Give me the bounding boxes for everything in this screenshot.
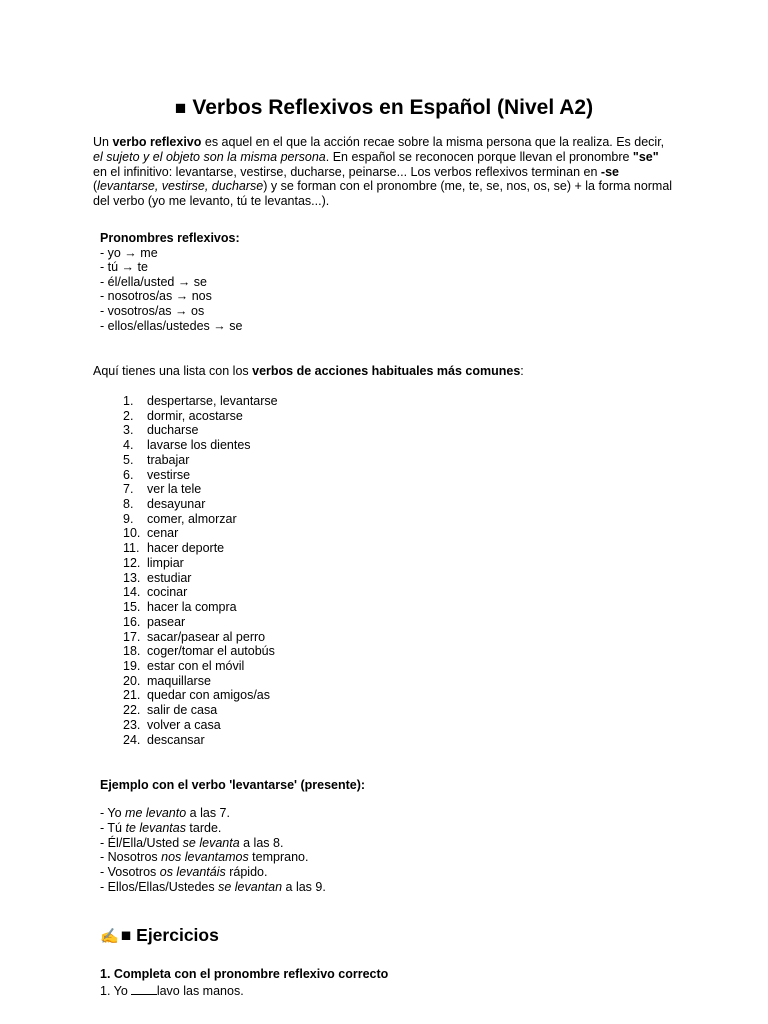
verb-list-item xyxy=(123,423,278,438)
verb-number: 15. xyxy=(123,600,141,615)
pronouns-heading: Pronombres reflexivos: xyxy=(100,231,240,245)
exercises-title xyxy=(100,923,219,949)
intro-term: verbo reflexivo xyxy=(112,135,202,149)
example-text: a las 7. xyxy=(186,806,230,820)
verb-text: despertarse, levantarse xyxy=(147,394,278,408)
verb-text: comer, almorzar xyxy=(147,511,237,526)
verb-text: coger/tomar el autobús xyxy=(147,644,275,659)
intro-t4: en el infinitivo: levantarse, vestirse, ducharse, peinarse... Los verbos reflexivos terminan en xyxy=(93,164,601,179)
verb-text: volver a casa xyxy=(147,717,221,732)
intro-t2: es aquel en el que la acción recae sobre la misma persona que la realiza. Es decir, xyxy=(201,135,665,149)
verb-number: 23. xyxy=(123,717,141,732)
verb-number: 22. xyxy=(123,703,141,718)
intro-t1: Un xyxy=(93,135,113,149)
pronoun-item: - nosotros/as → nos xyxy=(100,289,212,304)
example-text: - Nosotros xyxy=(100,850,162,865)
example-line xyxy=(100,850,326,865)
verb-text: estudiar xyxy=(147,570,192,585)
verb-number: 12. xyxy=(123,555,141,570)
verb-number: 18. xyxy=(123,644,141,659)
verb-list-item xyxy=(123,409,278,424)
exercise-1-item-1 xyxy=(100,983,244,999)
verb-text: dormir, acostarse xyxy=(147,408,243,423)
pronouns-section xyxy=(100,231,242,333)
verb-text: vestirse xyxy=(147,467,191,482)
example-text: - Ellos/Ellas/Ustedes xyxy=(100,879,219,894)
verb-list-item xyxy=(123,453,278,468)
verb-number: 9. xyxy=(123,511,134,526)
verb-text: ducharse xyxy=(147,423,199,438)
example-text: - Tú xyxy=(100,820,126,835)
verb-list-item xyxy=(123,556,278,571)
exercise-1-heading: 1. Completa con el pronombre reflexivo correcto xyxy=(100,967,389,981)
verb-list-item xyxy=(123,718,278,733)
page-title xyxy=(0,94,768,123)
pronoun-item: - ellos/ellas/ustedes → se xyxy=(100,318,243,333)
verb-number: 24. xyxy=(123,732,141,747)
intro-suffix: -se xyxy=(600,164,619,179)
lead-t2: : xyxy=(520,364,524,378)
verb-list-item xyxy=(123,394,278,409)
exercises-title-text: Ejercicios xyxy=(136,925,219,945)
example-text: temprano. xyxy=(248,850,309,865)
example-verb-form: se levantan xyxy=(218,879,283,894)
verb-text: lavarse los dientes xyxy=(147,438,251,453)
example-text: - Vosotros xyxy=(100,865,160,879)
verb-list-item xyxy=(123,512,278,527)
verb-text: ver la tele xyxy=(147,482,202,497)
verb-text: desayunar xyxy=(147,497,206,512)
example-verb-form: te levantas xyxy=(125,820,186,835)
verb-number: 21. xyxy=(123,688,141,703)
verb-list-item xyxy=(123,571,278,586)
verb-list-item xyxy=(123,541,278,556)
verb-number: 13. xyxy=(123,570,141,585)
example-text: a las 9. xyxy=(282,879,326,894)
example-text: - Yo xyxy=(100,806,126,820)
example-line xyxy=(100,880,326,895)
verb-number: 5. xyxy=(123,452,134,467)
intro-examples: levantarse, vestirse, ducharse xyxy=(97,179,264,194)
example-heading: Ejemplo con el verbo 'levantarse' (presente): xyxy=(100,778,366,792)
verb-text: hacer la compra xyxy=(147,600,237,615)
verb-list-item xyxy=(123,482,278,497)
verb-number: 10. xyxy=(123,526,141,541)
square-bullet-icon: ■ xyxy=(174,98,187,119)
verb-number: 14. xyxy=(123,585,141,600)
verb-list-item xyxy=(123,585,278,600)
verb-text: pasear xyxy=(147,614,186,629)
writing-hand-icon: ✍ xyxy=(100,928,119,945)
verb-list-item xyxy=(123,497,278,512)
verb-text: trabajar xyxy=(147,452,190,467)
verb-list-item xyxy=(123,644,278,659)
verb-list-item xyxy=(123,615,278,630)
pronoun-item: - él/ella/usted → se xyxy=(100,274,207,289)
verb-list-item xyxy=(123,659,278,674)
example-line xyxy=(100,836,326,851)
verb-number: 2. xyxy=(123,408,134,423)
intro-text xyxy=(93,135,673,209)
exercise-text-a: 1. Yo xyxy=(100,984,128,998)
verb-text: hacer deporte xyxy=(147,541,225,556)
example-lines xyxy=(100,806,326,895)
intro-se: "se" xyxy=(632,149,659,164)
verbs-list xyxy=(123,394,278,747)
lead-t1: Aquí tienes una lista con los xyxy=(93,364,253,378)
verb-list-item xyxy=(123,674,278,689)
verb-number: 20. xyxy=(123,673,141,688)
verb-number: 16. xyxy=(123,614,141,629)
verb-list-item xyxy=(123,630,278,645)
pronoun-item: - yo → me xyxy=(100,245,158,260)
example-line xyxy=(100,865,326,880)
verb-text: maquillarse xyxy=(147,673,211,688)
intro-t5: ( xyxy=(93,179,98,194)
verb-text: quedar con amigos/as xyxy=(147,688,270,703)
verb-text: estar con el móvil xyxy=(147,658,245,673)
answer-blank[interactable] xyxy=(131,983,157,995)
verb-number: 17. xyxy=(123,629,141,644)
example-text: rápido. xyxy=(225,865,268,879)
verb-number: 4. xyxy=(123,438,134,453)
intro-emphasis: el sujeto y el objeto son la misma persona xyxy=(93,149,326,164)
verb-number: 1. xyxy=(123,394,134,408)
example-text: a las 8. xyxy=(239,835,284,850)
example-verb-form: me levanto xyxy=(125,806,187,820)
verb-list-item xyxy=(123,688,278,703)
lead-bold: verbos de acciones habituales más comunes xyxy=(252,364,521,378)
verb-number: 8. xyxy=(123,497,134,512)
intro-t6: ) y se forman con el pronombre (me, te, se, nos, os, se) + la forma normal del verbo (yo me levanto, tú te levantas...). xyxy=(93,179,673,209)
verb-number: 19. xyxy=(123,658,141,673)
example-text: - Él/Ella/Usted xyxy=(100,835,183,850)
verb-list-item xyxy=(123,526,278,541)
verb-number: 3. xyxy=(123,423,134,438)
verb-text: cocinar xyxy=(147,585,188,600)
exercise-text-b: lavo las manos. xyxy=(156,984,244,998)
verb-list-item xyxy=(123,600,278,615)
verb-list-item xyxy=(123,468,278,483)
example-line xyxy=(100,821,326,836)
verbs-lead xyxy=(93,364,524,379)
verb-text: cenar xyxy=(147,526,179,541)
example-verb-form: os levantáis xyxy=(159,865,226,879)
verb-text: sacar/pasear al perro xyxy=(147,629,266,644)
square-bullet-icon: ■ xyxy=(120,925,132,945)
verb-number: 6. xyxy=(123,467,134,482)
verb-number: 11. xyxy=(123,541,140,556)
verb-text: limpiar xyxy=(147,555,184,570)
verb-text: descansar xyxy=(147,732,205,747)
example-text: tarde. xyxy=(185,820,222,835)
example-line xyxy=(100,806,326,821)
example-verb-form: se levanta xyxy=(182,835,240,850)
page-title-text: Verbos Reflexivos en Español (Nivel A2) xyxy=(192,96,594,119)
intro-t3: . En español se reconocen porque llevan el pronombre xyxy=(325,149,633,164)
pronoun-item: - vosotros/as → os xyxy=(100,303,205,318)
verb-list-item xyxy=(123,733,278,748)
verb-number: 7. xyxy=(123,482,134,497)
verb-text: salir de casa xyxy=(147,703,218,718)
intro-paragraph xyxy=(93,135,673,209)
verb-list-item xyxy=(123,703,278,718)
verb-list-item xyxy=(123,438,278,453)
pronoun-item: - tú → te xyxy=(100,260,148,275)
example-verb-form: nos levantamos xyxy=(161,850,249,865)
